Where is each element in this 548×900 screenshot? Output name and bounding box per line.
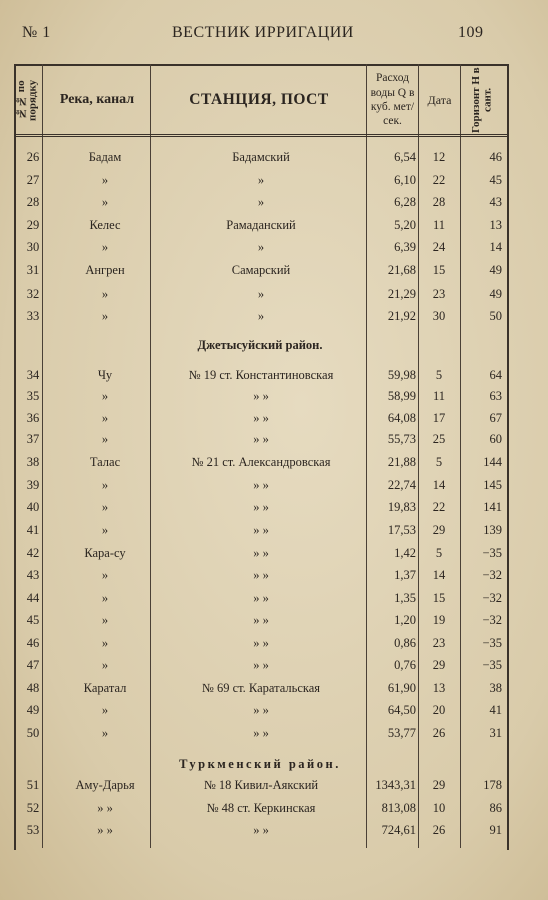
horizon-cell: 86 <box>489 801 502 815</box>
table-row <box>14 218 507 238</box>
river-cell: Талас <box>89 455 121 469</box>
station-cell: Самарский <box>231 263 291 277</box>
station-cell: » » <box>253 636 269 650</box>
running-head <box>0 24 548 48</box>
date-cell: 20 <box>432 703 446 717</box>
date-cell: 5 <box>435 368 443 382</box>
station-cell: № 21 ст. Александровская <box>191 455 331 469</box>
table-row <box>14 636 507 656</box>
flow-cell: 1,35 <box>394 591 416 605</box>
river-cell: » <box>101 726 109 740</box>
horizon-cell: 13 <box>489 218 502 232</box>
row-number: 30 <box>26 240 40 254</box>
date-cell: 26 <box>432 726 446 740</box>
horizon-cell: 14 <box>489 240 502 254</box>
station-cell: » » <box>253 591 269 605</box>
table-row <box>14 613 507 633</box>
flow-cell: 17,53 <box>387 523 416 537</box>
header-station: СТАНЦИЯ, ПОСТ <box>189 91 329 108</box>
horizon-cell: 60 <box>489 432 502 446</box>
date-cell: 11 <box>432 218 446 232</box>
station-cell: » <box>257 195 265 209</box>
table-row <box>14 658 507 678</box>
table-row <box>14 240 507 260</box>
station-cell: » » <box>253 658 269 672</box>
table-row <box>14 455 507 475</box>
date-cell: 14 <box>432 568 446 582</box>
river-cell: » » <box>97 823 113 837</box>
row-number: 28 <box>26 195 40 209</box>
river-cell: » <box>101 195 109 209</box>
row-number: 36 <box>26 411 40 425</box>
row-number: 31 <box>26 263 40 277</box>
issue-number: № 1 <box>22 24 51 41</box>
row-number: 38 <box>26 455 40 469</box>
row-number: 50 <box>26 726 40 740</box>
horizon-cell: −32 <box>482 568 502 582</box>
station-cell: » » <box>253 823 269 837</box>
flow-cell: 0,76 <box>394 658 416 672</box>
date-cell: 14 <box>432 478 446 492</box>
row-number: 44 <box>26 591 40 605</box>
table-row <box>14 287 507 307</box>
flow-cell: 21,68 <box>387 263 416 277</box>
station-cell: » » <box>253 726 269 740</box>
flow-cell: 64,08 <box>387 411 416 425</box>
horizon-cell: −32 <box>482 613 502 627</box>
river-cell: » <box>101 568 109 582</box>
horizon-cell: 46 <box>489 150 502 164</box>
horizon-cell: 41 <box>489 703 502 717</box>
flow-cell: 19,83 <box>387 500 416 514</box>
table-row <box>14 523 507 543</box>
row-number: 37 <box>26 432 40 446</box>
section-heading: Джетысуйский район. <box>197 338 323 352</box>
row-number: 45 <box>26 613 40 627</box>
station-cell: » <box>257 287 265 301</box>
flow-cell: 21,92 <box>387 309 416 323</box>
date-cell: 28 <box>432 195 446 209</box>
date-cell: 23 <box>432 287 446 301</box>
flow-cell: 59,98 <box>387 368 416 382</box>
table-row <box>14 150 507 170</box>
station-cell: № 19 ст. Константиновская <box>188 368 334 382</box>
row-number: 43 <box>26 568 40 582</box>
station-cell: » » <box>253 613 269 627</box>
river-cell: Чу <box>97 368 113 382</box>
station-cell: № 69 ст. Каратальская <box>201 681 321 695</box>
row-number: 49 <box>26 703 40 717</box>
flow-cell: 1,20 <box>394 613 416 627</box>
row-number: 26 <box>26 150 40 164</box>
table-row <box>14 368 507 388</box>
station-cell: » » <box>253 411 269 425</box>
table-row <box>14 195 507 215</box>
row-number: 51 <box>26 778 40 792</box>
date-cell: 23 <box>432 636 446 650</box>
journal-title: ВЕСТНИК ИРРИГАЦИИ <box>172 24 354 41</box>
river-cell: Бадам <box>88 150 122 164</box>
row-number: 48 <box>26 681 40 695</box>
river-cell: » <box>101 613 109 627</box>
river-cell: Кара-су <box>84 546 126 560</box>
station-cell: » <box>257 309 265 323</box>
river-cell: Келес <box>89 218 121 232</box>
row-number: 41 <box>26 523 40 537</box>
horizon-cell: 141 <box>483 500 502 514</box>
river-cell: » <box>101 500 109 514</box>
date-cell: 17 <box>432 411 446 425</box>
table-row <box>14 309 507 329</box>
table-row <box>14 546 507 566</box>
table-row <box>14 778 507 798</box>
station-cell: » » <box>253 523 269 537</box>
row-number: 52 <box>26 801 40 815</box>
station-cell: № 48 ст. Керкинская <box>206 801 316 815</box>
flow-cell: 6,28 <box>394 195 416 209</box>
station-cell: » » <box>253 500 269 514</box>
row-number: 35 <box>26 389 40 403</box>
flow-cell: 813,08 <box>381 801 416 815</box>
date-cell: 5 <box>435 546 443 560</box>
horizon-cell: 139 <box>483 523 502 537</box>
date-cell: 22 <box>432 173 446 187</box>
flow-cell: 6,39 <box>394 240 416 254</box>
date-cell: 10 <box>432 801 446 815</box>
horizon-cell: 64 <box>489 368 502 382</box>
date-cell: 29 <box>432 778 446 792</box>
horizon-cell: 91 <box>489 823 502 837</box>
horizon-cell: −32 <box>482 591 502 605</box>
flow-cell: 724,61 <box>381 823 416 837</box>
river-cell: » <box>101 287 109 301</box>
row-number: 39 <box>26 478 40 492</box>
date-cell: 29 <box>432 523 446 537</box>
flow-cell: 1,37 <box>394 568 416 582</box>
page-number: 109 <box>458 24 484 41</box>
flow-cell: 6,10 <box>394 173 416 187</box>
date-cell: 12 <box>432 150 446 164</box>
river-cell: » <box>101 173 109 187</box>
date-cell: 15 <box>432 591 446 605</box>
river-cell: » <box>101 240 109 254</box>
table-row <box>14 411 507 431</box>
flow-cell: 0,86 <box>394 636 416 650</box>
date-cell: 13 <box>432 681 446 695</box>
date-cell: 19 <box>432 613 446 627</box>
station-cell: » » <box>253 546 269 560</box>
table-row <box>14 263 507 283</box>
horizon-cell: 67 <box>489 411 502 425</box>
horizon-cell: 45 <box>489 173 502 187</box>
station-cell: Рамаданский <box>226 218 296 232</box>
row-number: 33 <box>26 309 40 323</box>
horizon-cell: −35 <box>482 546 502 560</box>
date-cell: 26 <box>432 823 446 837</box>
flow-cell: 22,74 <box>387 478 416 492</box>
station-cell: № 18 Кивил-Аякский <box>203 778 319 792</box>
table-row <box>14 726 507 746</box>
station-cell: » » <box>253 432 269 446</box>
horizon-cell: 38 <box>489 681 502 695</box>
table-row <box>14 703 507 723</box>
flow-cell: 21,29 <box>387 287 416 301</box>
river-cell: » <box>101 523 109 537</box>
horizon-cell: 144 <box>483 455 502 469</box>
horizon-cell: 49 <box>489 263 502 277</box>
header-rule <box>14 134 507 137</box>
flow-cell: 55,73 <box>387 432 416 446</box>
flow-cell: 21,88 <box>387 455 416 469</box>
row-number: 47 <box>26 658 40 672</box>
date-cell: 5 <box>435 455 443 469</box>
station-cell: » <box>257 240 265 254</box>
river-cell: » <box>101 389 109 403</box>
river-cell: Аму-Дарья <box>75 778 135 792</box>
flow-cell: 1343,31 <box>375 778 416 792</box>
table-row <box>14 801 507 821</box>
date-cell: 24 <box>432 240 446 254</box>
horizon-cell: 50 <box>489 309 502 323</box>
flow-cell: 61,90 <box>387 681 416 695</box>
table-row <box>14 389 507 409</box>
station-cell: » » <box>253 703 269 717</box>
date-cell: 29 <box>432 658 446 672</box>
date-cell: 22 <box>432 500 446 514</box>
table-row <box>14 500 507 520</box>
horizon-cell: 63 <box>489 389 502 403</box>
river-cell: » <box>101 636 109 650</box>
row-number: 42 <box>26 546 40 560</box>
river-cell: » <box>101 432 109 446</box>
row-number: 46 <box>26 636 40 650</box>
row-number: 32 <box>26 287 40 301</box>
river-cell: » <box>101 703 109 717</box>
header-river: Река, канал <box>59 92 135 107</box>
table-row <box>14 591 507 611</box>
header-date: Дата <box>427 92 452 107</box>
horizon-cell: −35 <box>482 658 502 672</box>
horizon-cell: 31 <box>489 726 502 740</box>
station-cell: » » <box>253 478 269 492</box>
river-cell: » <box>101 591 109 605</box>
table-row <box>14 432 507 452</box>
table-row <box>14 568 507 588</box>
river-cell: » <box>101 478 109 492</box>
flow-cell: 1,42 <box>394 546 416 560</box>
date-cell: 11 <box>432 389 446 403</box>
table-row <box>14 478 507 498</box>
station-cell: » <box>257 173 265 187</box>
header-flow: Расход воды Q в куб. мет/сек. <box>370 72 415 128</box>
horizon-cell: 43 <box>489 195 502 209</box>
horizon-cell: −35 <box>482 636 502 650</box>
flow-cell: 58,99 <box>387 389 416 403</box>
river-cell: » » <box>97 801 113 815</box>
date-cell: 30 <box>432 309 446 323</box>
river-cell: » <box>101 411 109 425</box>
row-number: 27 <box>26 173 40 187</box>
row-number: 40 <box>26 500 40 514</box>
river-cell: Ангрен <box>85 263 125 277</box>
flow-cell: 64,50 <box>387 703 416 717</box>
table-row <box>14 823 507 843</box>
row-number: 29 <box>26 218 40 232</box>
row-number: 34 <box>26 368 40 382</box>
flow-cell: 53,77 <box>387 726 416 740</box>
date-cell: 15 <box>432 263 446 277</box>
header-horizon: Горизонт H в сант. <box>470 67 494 133</box>
header-num: №№ по порядку <box>15 79 39 121</box>
horizon-cell: 49 <box>489 287 502 301</box>
date-cell: 25 <box>432 432 446 446</box>
table-row <box>14 173 507 193</box>
flow-cell: 5,20 <box>394 218 416 232</box>
river-cell: Каратал <box>83 681 127 695</box>
station-cell: » » <box>253 389 269 403</box>
horizon-cell: 178 <box>483 778 502 792</box>
table-row <box>14 681 507 701</box>
river-cell: » <box>101 658 109 672</box>
station-cell: Бадамский <box>232 150 290 164</box>
row-number: 53 <box>26 823 40 837</box>
river-cell: » <box>101 309 109 323</box>
flow-cell: 6,54 <box>394 150 416 164</box>
horizon-cell: 145 <box>483 478 502 492</box>
station-cell: » » <box>253 568 269 582</box>
section-heading: Туркменский район. <box>179 757 341 771</box>
